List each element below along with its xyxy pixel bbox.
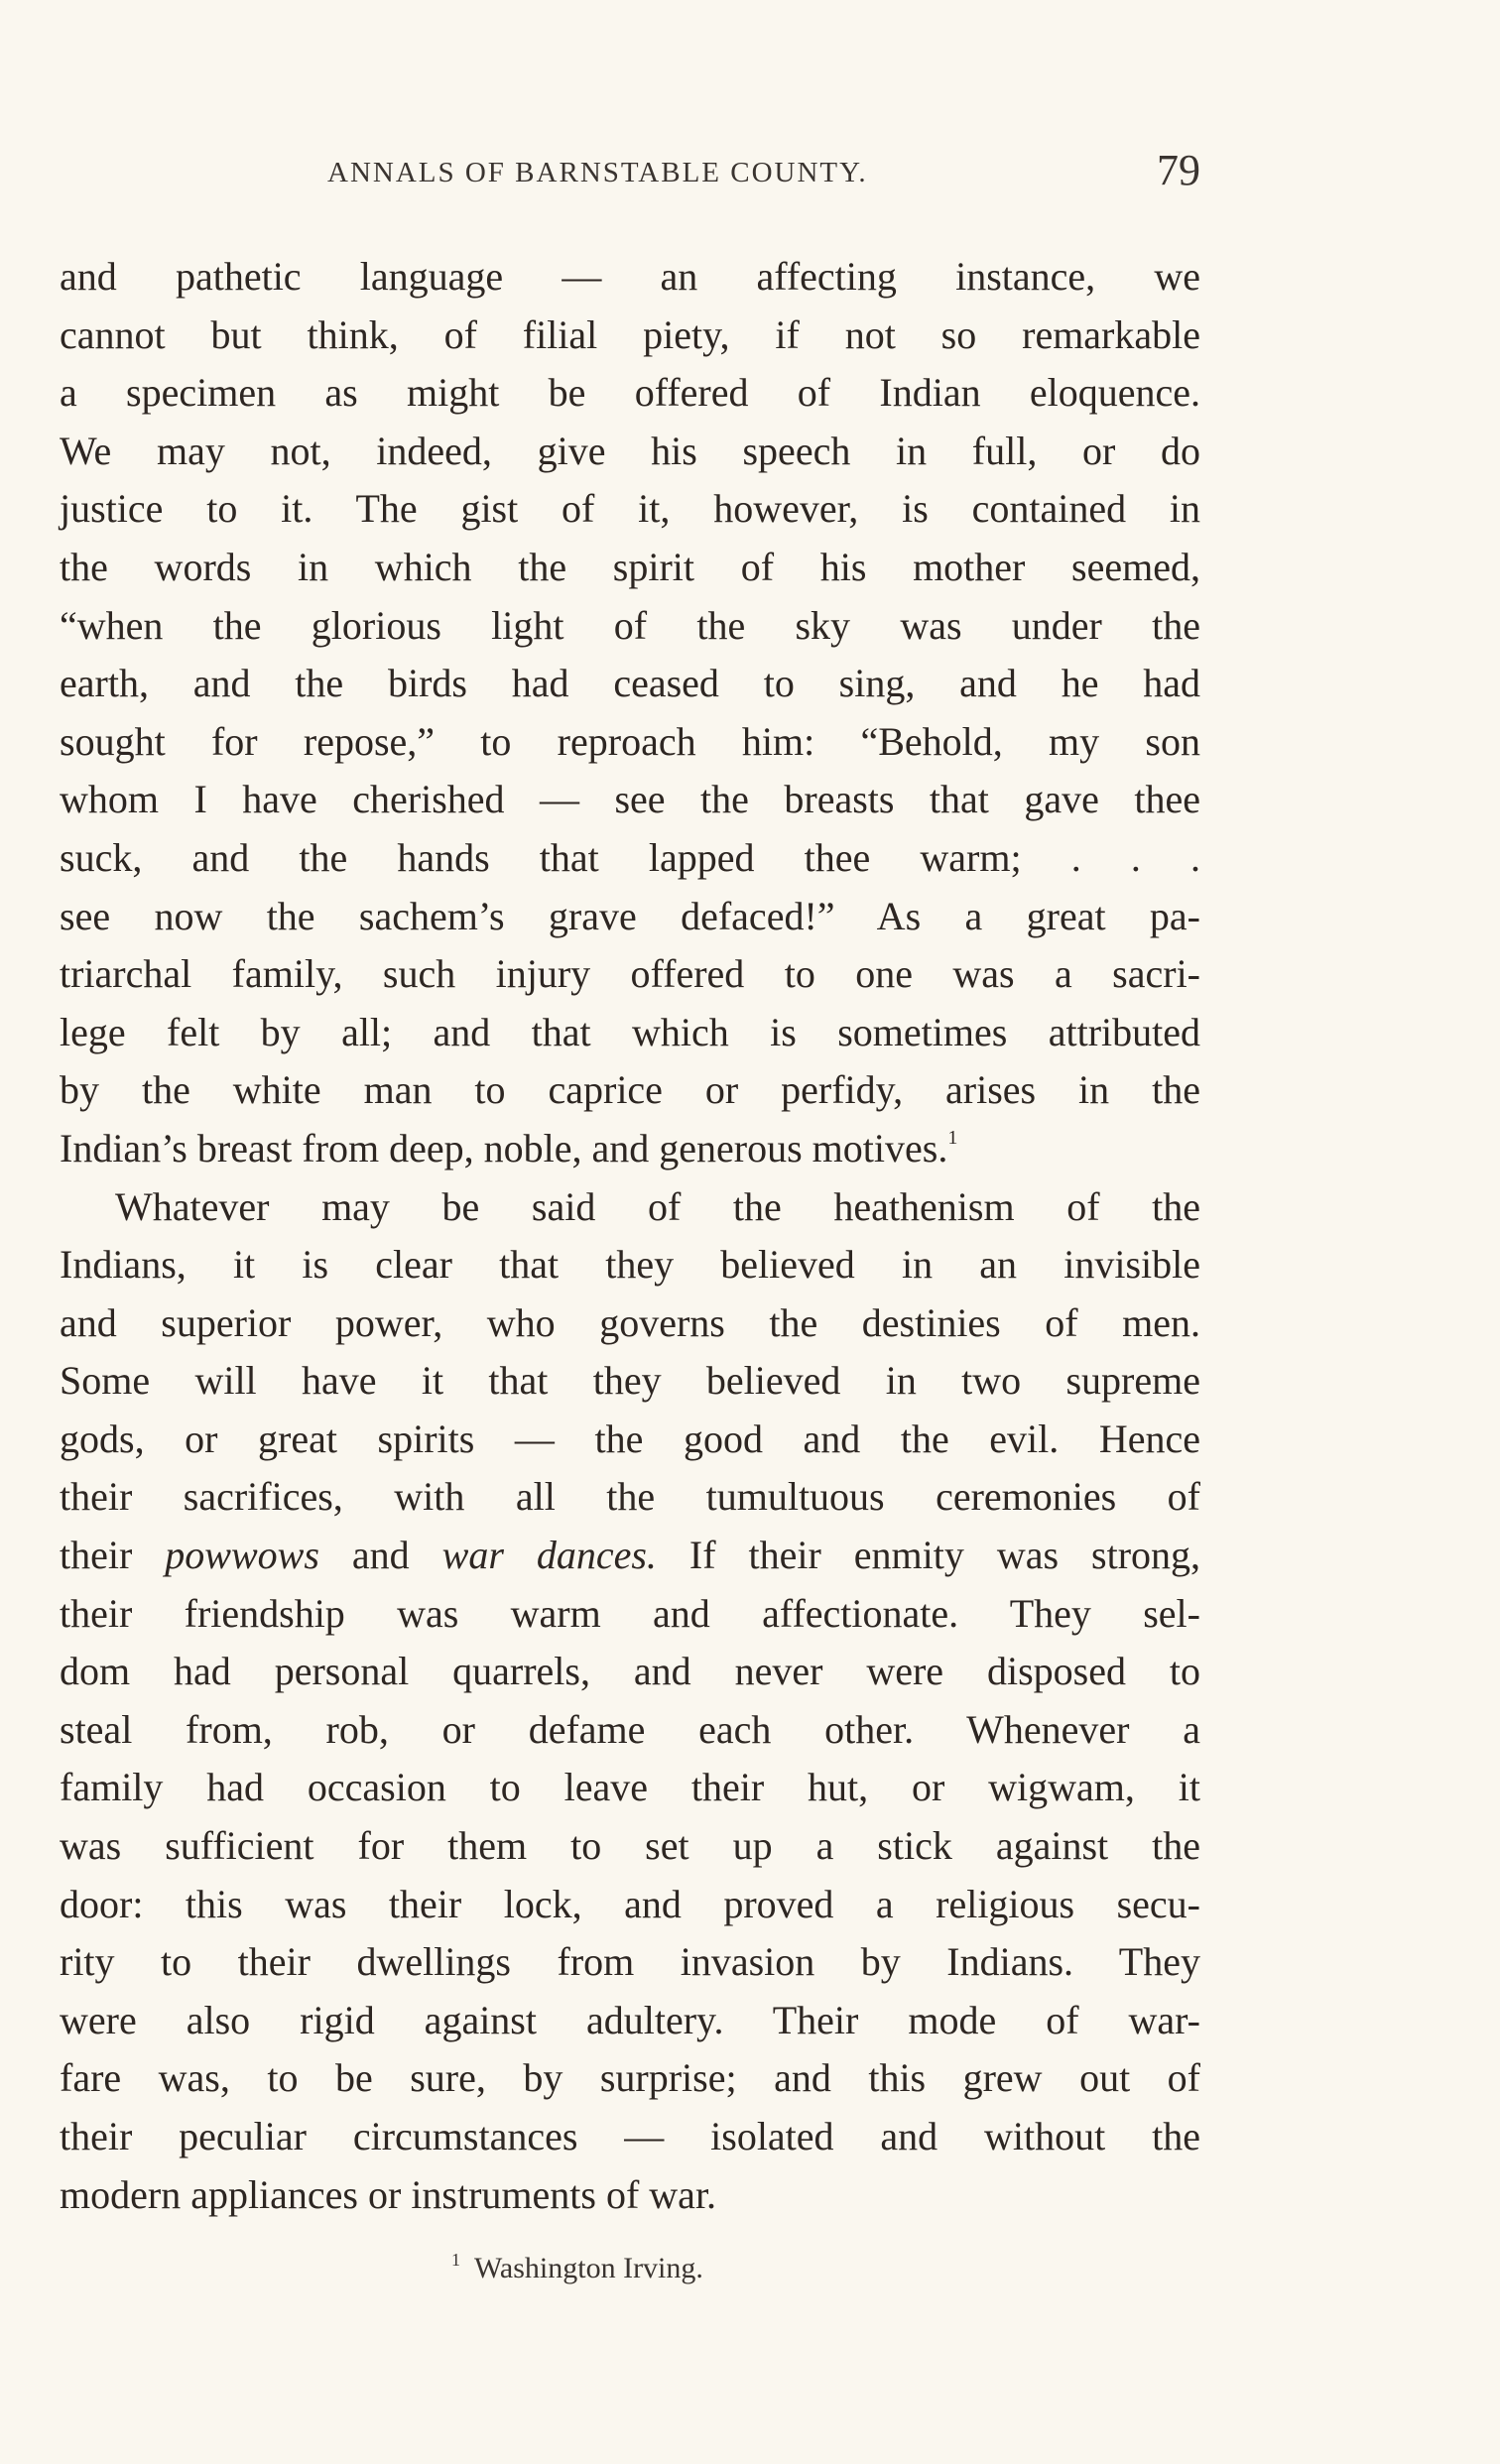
text-line-mixed [60, 1527, 1200, 1585]
text-line: the words in which the spirit of his mother seemed, [60, 544, 1200, 589]
text-line: family had occasion to leave their hut, or wigwam, it [60, 1765, 1200, 1810]
text-line: lege felt by all; and that which is sometimes attributed [60, 1009, 1200, 1054]
text-line: by the white man to caprice or perfidy, arises in the [60, 1067, 1200, 1113]
text-line: was sufficient for them to set up a stick against the [60, 1823, 1200, 1869]
text-line: gods, or great spirits — the good and the evil. Hence [60, 1416, 1200, 1461]
italic-term-war-dances: war dances. [441, 1533, 657, 1578]
text-fragment: and [351, 1533, 410, 1578]
text-line-with-footnote [60, 1120, 1200, 1178]
footnote-text: Washington Irving. [474, 2252, 703, 2284]
text-fragment: If their enmity was strong, [688, 1533, 1201, 1578]
text-line: We may not, indeed, give his speech in full, or do [60, 428, 1200, 473]
italic-term-powwows: powwows [165, 1533, 319, 1578]
text-line: door: this was their lock, and proved a religious secu- [60, 1881, 1200, 1926]
text-line: and pathetic language — an affecting instance, we [60, 254, 1200, 299]
footnote-reference: 1 [947, 1126, 958, 1149]
text-line: their sacrifices, with all the tumultuous ceremonies of [60, 1474, 1200, 1520]
text-line: cannot but think, of filial piety, if not so remarkable [60, 311, 1200, 357]
text-line: and superior power, who governs the destinies of men. [60, 1299, 1200, 1345]
text-line: see now the sachem’s grave defaced!” As a great pa- [60, 893, 1200, 938]
running-head [60, 146, 1200, 208]
text-line: justice to it. The gist of it, however, is contained in [60, 486, 1200, 532]
text-line: triarchal family, such injury offered to one was a sacri- [60, 951, 1200, 997]
text-line: Some will have it that they believed in two supreme [60, 1358, 1200, 1404]
footnote-marker: 1 [451, 2250, 460, 2270]
text-line: suck, and the hands that lapped thee warm; . . . [60, 834, 1200, 880]
text-line: were also rigid against adultery. Their mode of war- [60, 1997, 1200, 2042]
text-line: sought for repose,” to reproach him: “Behold, my son [60, 718, 1200, 764]
text-line: a specimen as might be offered of Indian eloquence. [60, 370, 1200, 416]
text-fragment: their [60, 1533, 133, 1578]
text-line: “when the glorious light of the sky was under the [60, 602, 1200, 648]
text-line: their friendship was warm and affectionate. They sel- [60, 1590, 1200, 1636]
running-head-title: ANNALS OF BARNSTABLE COUNTY. [327, 157, 868, 188]
text-line: steal from, rob, or defame each other. Whenever a [60, 1706, 1200, 1752]
paragraph-start-line: Whatever may be said of the heathenism of the [115, 1183, 1200, 1229]
text-line: earth, and the birds had ceased to sing, and he had [60, 661, 1200, 706]
text-line: dom had personal quarrels, and never were disposed to [60, 1649, 1200, 1694]
page-number: 79 [1157, 146, 1200, 194]
footnote [451, 2250, 703, 2285]
text-line: Indian’s breast from deep, noble, and generous motives. [60, 1125, 948, 1170]
text-line: Indians, it is clear that they believed in an invisible [60, 1242, 1200, 1288]
text-line: modern appliances or instruments of war. [60, 2171, 717, 2217]
text-line: their peculiar circumstances — isolated and without the [60, 2114, 1200, 2158]
text-line: fare was, to be sure, by surprise; and this grew out of [60, 2055, 1200, 2101]
body-text [60, 248, 1200, 2224]
text-line: rity to their dwellings from invasion by Indians. They [60, 1939, 1200, 1985]
text-line: whom I have cherished — see the breasts that gave thee [60, 777, 1200, 822]
book-page [60, 0, 1200, 2464]
